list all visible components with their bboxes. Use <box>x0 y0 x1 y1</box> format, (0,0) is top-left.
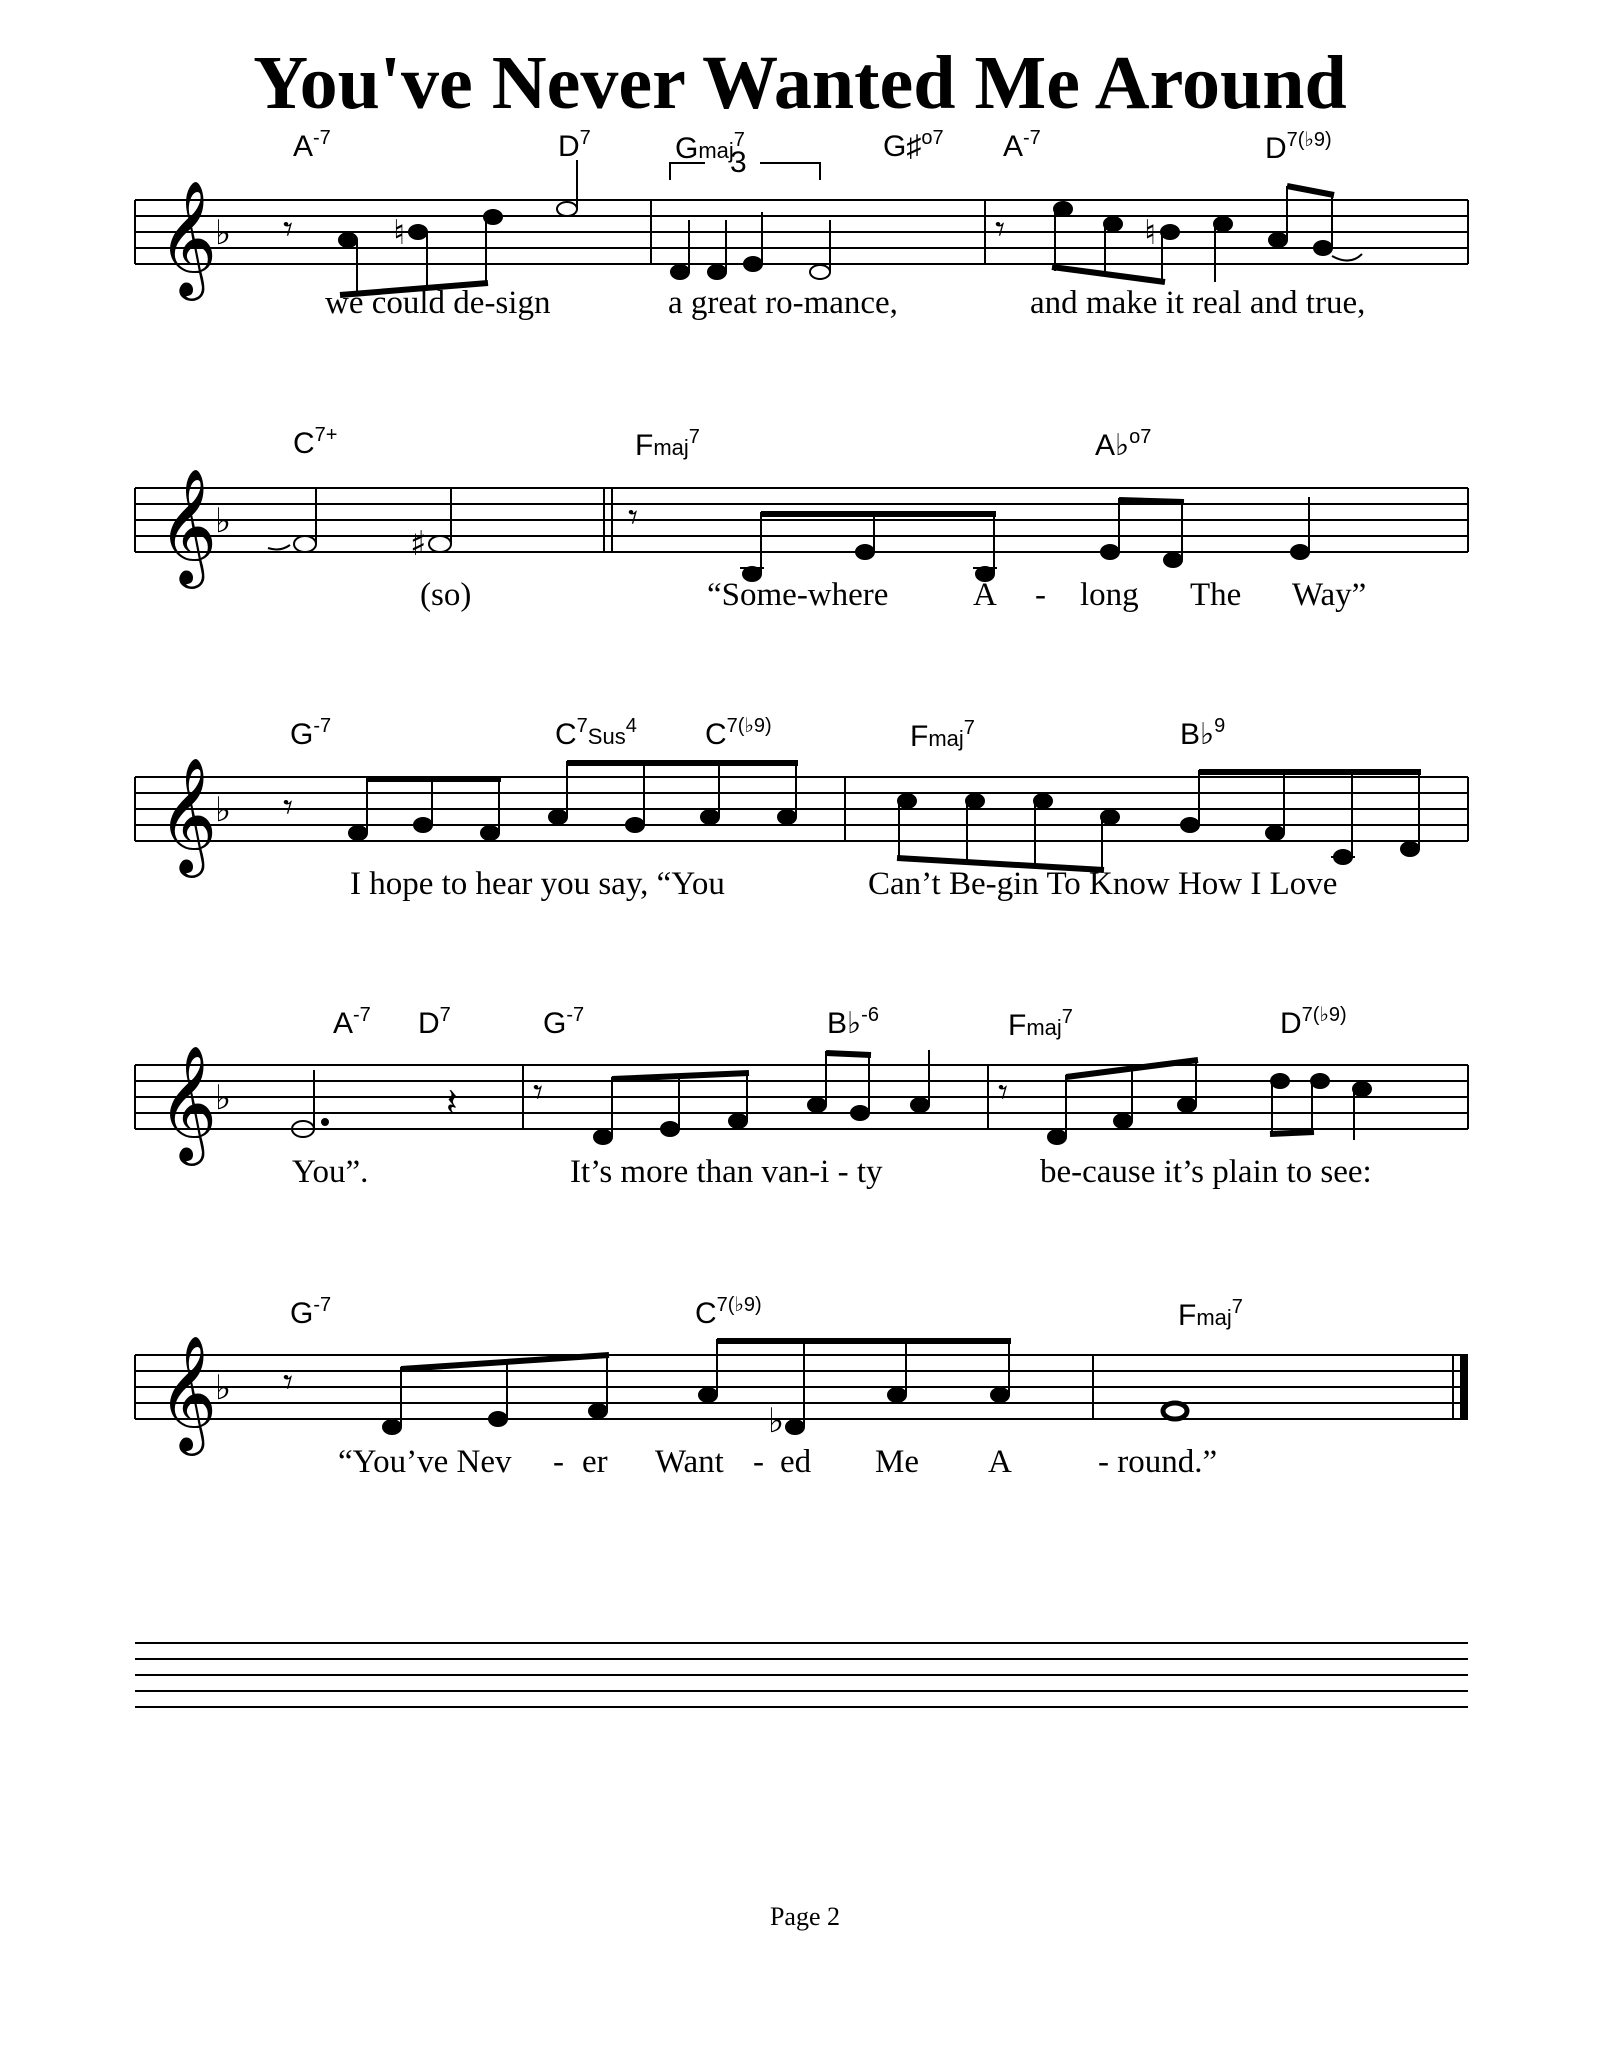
chord-symbol: $D^7$ <box>558 127 591 163</box>
lyric-word: ed <box>780 1444 812 1480</box>
treble-clef-icon: 𝄞 <box>158 756 218 873</box>
triplet-number: 3 <box>730 146 747 179</box>
lyric-word: Way” <box>1292 577 1367 613</box>
chord-symbol: $D^{7(♭9)}$ <box>1265 129 1332 165</box>
lyric-word: (so) <box>420 577 472 613</box>
eighth-rest: 𝄾 <box>283 207 294 251</box>
empty-staff <box>135 1643 1468 1707</box>
chord-symbol: Fmaj$^7$ <box>1178 1296 1243 1332</box>
lyric-word: - <box>753 1444 764 1480</box>
lyric-word: long <box>1080 577 1139 613</box>
notes <box>1048 1060 1371 1144</box>
eighth-rest: 𝄾 <box>533 1070 544 1114</box>
staff-system-4 <box>135 1004 1468 1190</box>
lyric-word: A <box>973 577 997 613</box>
flat-key-signature: ♭ <box>215 790 232 830</box>
notes <box>671 212 830 279</box>
staff-lines <box>135 488 1468 552</box>
flat-sign: ♭ <box>768 1401 785 1441</box>
lyric-word: - <box>1035 577 1046 613</box>
staff-system-2 <box>135 424 1468 613</box>
chord-symbol: $A^{-7}$ <box>333 1004 371 1040</box>
staff-lines <box>135 200 1468 264</box>
eighth-rest: 𝄾 <box>995 207 1006 251</box>
eighth-rest: 𝄾 <box>998 1070 1009 1114</box>
lyric-line: Can’t Be-gin To Know How I Love <box>868 866 1338 902</box>
quarter-rest: 𝄽 <box>446 1080 458 1124</box>
chord-symbol: $C^{7(♭9)}$ <box>705 715 772 751</box>
staff-system-1 <box>135 127 1468 321</box>
chord-symbol: $D^7$ <box>418 1004 451 1040</box>
chord-symbol: B♭$^9$ <box>1180 715 1226 751</box>
treble-clef-icon: 𝄞 <box>158 179 218 296</box>
chord-symbol: G♯$^{o7}$ <box>883 127 944 163</box>
chord-symbol: $G^{-7}$ <box>543 1004 585 1040</box>
chord-symbol: $D^{7(♭9)}$ <box>1280 1004 1347 1040</box>
lyric-word: “You’ve Nev <box>338 1444 512 1480</box>
chord-symbol: $C^{7(♭9)}$ <box>695 1294 762 1330</box>
natural-sign: ♮ <box>393 213 406 253</box>
chord-symbol: $A^{-7}$ <box>1003 127 1041 163</box>
notes <box>339 160 577 295</box>
lyric-word: “Some-where <box>707 577 889 613</box>
flat-key-signature: ♭ <box>215 1368 232 1408</box>
flat-key-signature: ♭ <box>215 213 232 253</box>
staff-lines <box>135 1355 1468 1419</box>
chord-symbol: Fmaj$^7$ <box>1008 1006 1073 1042</box>
natural-sign: ♮ <box>1144 213 1157 253</box>
staff-system-3 <box>135 715 1468 902</box>
staff-system-5 <box>135 1294 1468 1480</box>
flat-key-signature: ♭ <box>215 501 232 541</box>
eighth-rest: 𝄾 <box>283 785 294 829</box>
lyric-line: a great ro-mance, <box>668 285 898 321</box>
staff-lines <box>135 1065 1468 1129</box>
lyric-word: er <box>582 1444 608 1480</box>
song-title: You've Never Wanted Me Around <box>253 41 1347 125</box>
lyric-line: and make it real and true, <box>1030 285 1366 321</box>
eighth-rest: 𝄾 <box>628 495 639 539</box>
chord-symbol: $C^7_{Sus}^4$ <box>555 715 637 751</box>
lyric-word: Want <box>655 1444 724 1480</box>
lyric-line: we could de-sign <box>325 285 551 321</box>
sharp-sign: ♯ <box>410 524 427 564</box>
chord-symbol: Gmaj$^7$ <box>675 129 745 165</box>
lyric-line: It’s more than van-i - ty <box>570 1154 883 1190</box>
chord-symbol: B♭$^{-6}$ <box>827 1004 879 1040</box>
chord-symbol: Fmaj$^7$ <box>635 426 700 462</box>
chord-symbol: A♭$^{o7}$ <box>1095 426 1152 462</box>
lyric-word: A <box>988 1444 1012 1480</box>
lyric-word: - <box>553 1444 564 1480</box>
eighth-rest: 𝄾 <box>283 1360 294 1404</box>
chord-symbol: $G^{-7}$ <box>290 1294 332 1330</box>
chord-symbol: Fmaj$^7$ <box>910 717 975 753</box>
lyric-line: be-cause it’s plain to see: <box>1040 1154 1372 1190</box>
lyric-word: - round.” <box>1098 1444 1218 1480</box>
lyric-word: The <box>1190 577 1242 613</box>
treble-clef-icon: 𝄞 <box>158 1044 218 1161</box>
page-number: Page 2 <box>769 1902 841 1931</box>
chord-symbol: $C^{7+}$ <box>293 424 338 460</box>
lyric-word: Me <box>875 1444 919 1480</box>
notes <box>740 497 1309 581</box>
lyric-line: You”. <box>292 1154 369 1190</box>
lyric-line: I hope to hear you say, “You <box>350 866 725 902</box>
chord-symbol: $G^{-7}$ <box>290 715 332 751</box>
chord-symbol: $A^{-7}$ <box>293 127 331 163</box>
treble-clef-icon: 𝄞 <box>158 1334 218 1451</box>
treble-clef-icon: 𝄞 <box>158 467 218 584</box>
flat-key-signature: ♭ <box>215 1078 232 1118</box>
